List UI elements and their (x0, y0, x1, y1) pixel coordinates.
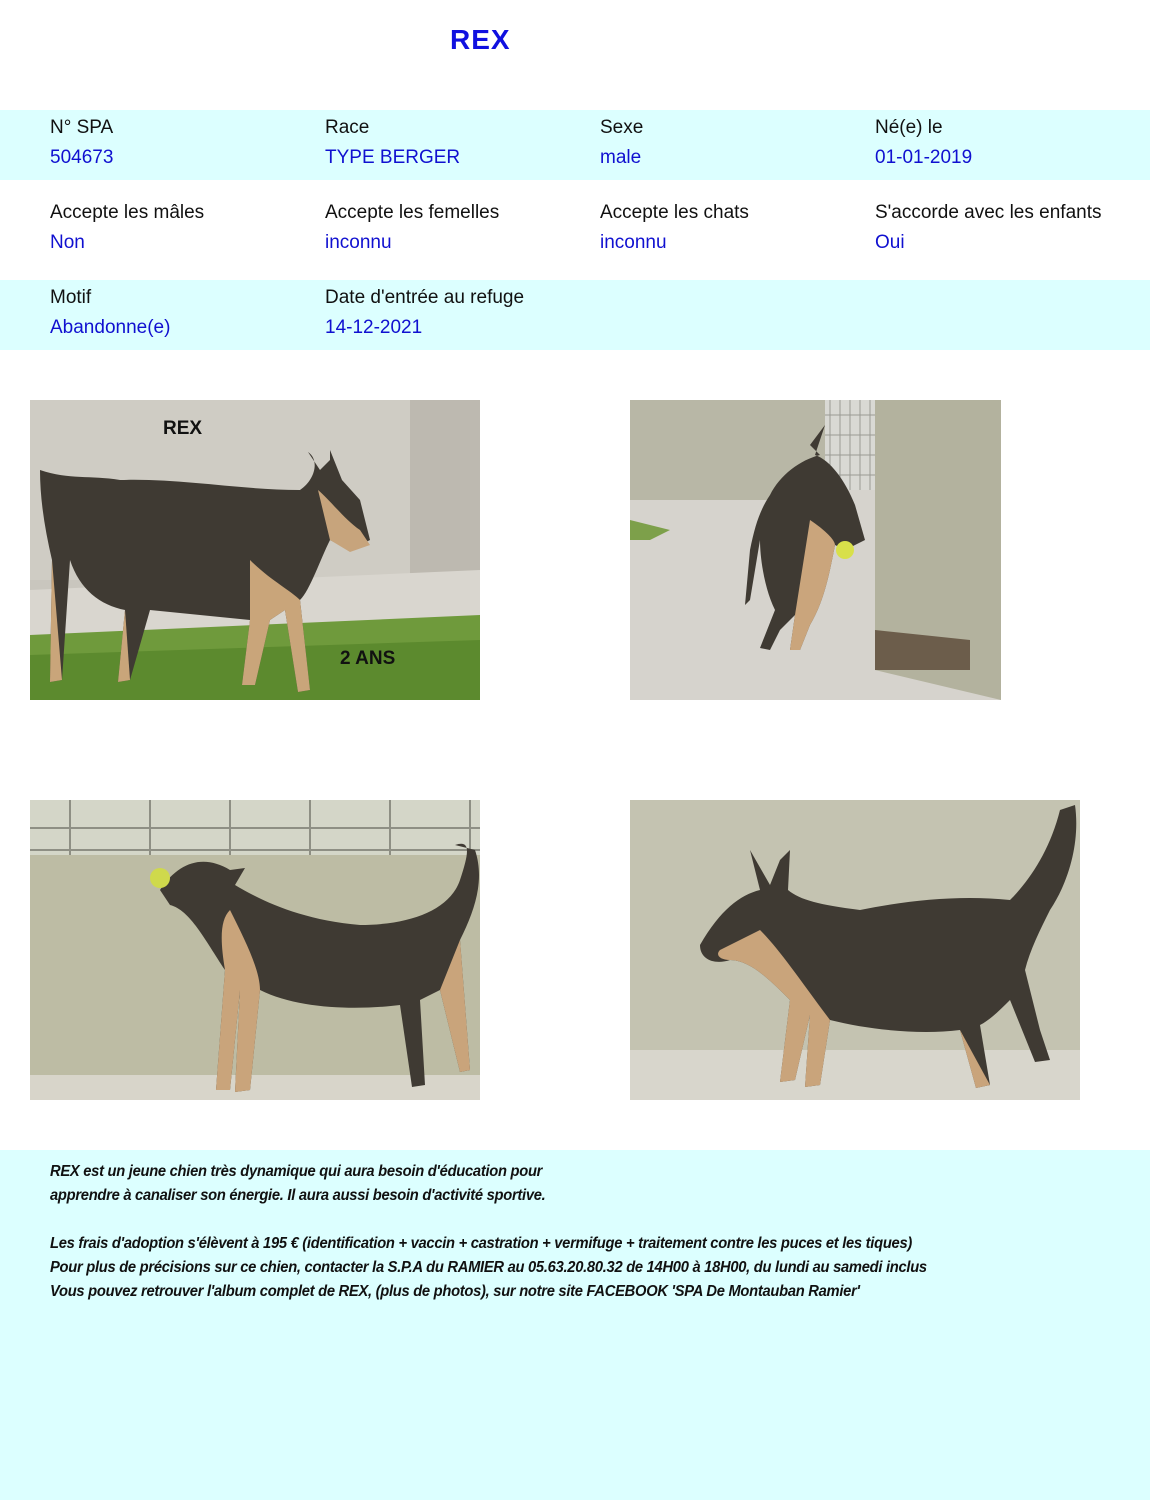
dog-photo-3 (30, 800, 480, 1100)
field-accepts-males (50, 201, 204, 255)
field-good-with-children (875, 201, 1101, 255)
field-label: Sexe (600, 117, 644, 138)
dog-photo-2 (630, 400, 1001, 700)
field-accepts-females (325, 201, 499, 255)
field-reason (50, 286, 170, 340)
field-label: Né(e) le (875, 117, 943, 138)
field-value: Non (50, 232, 85, 253)
field-value: 14-12-2021 (325, 317, 423, 338)
description-line: apprendre à canaliser son énergie. Il aura aussi besoin d'activité sportive. (50, 1187, 546, 1204)
field-value: Abandonne(e) (50, 317, 171, 338)
field-value: inconnu (600, 232, 667, 253)
description-section (0, 1150, 1150, 1500)
field-sex (600, 116, 643, 170)
info-row-identity (0, 110, 1150, 180)
field-label: Race (325, 117, 370, 138)
photo-age-label: 2 ANS (340, 648, 396, 669)
field-breed (325, 116, 460, 170)
field-label: Accepte les femelles (325, 202, 500, 223)
field-birth-date (875, 116, 972, 170)
field-label: Motif (50, 287, 92, 308)
description-line: REX est un jeune chien très dynamique qui aura besoin d'éducation pour (50, 1163, 543, 1180)
field-value: TYPE BERGER (325, 147, 461, 168)
info-row-intake (0, 280, 1150, 350)
adoption-fees-line: Les frais d'adoption s'élèvent à 195 € (identification + vaccin + castration + vermifuge + traitement contre les puces et les tiques) (50, 1235, 912, 1252)
page-title: REX (450, 24, 511, 55)
contact-line: Pour plus de précisions sur ce chien, contacter la S.P.A du RAMIER au 05.63.20.80.32 de 14H00 à 18H00, du lundi au samedi inclus (50, 1259, 927, 1276)
field-value: inconnu (325, 232, 392, 253)
field-label: Date d'entrée au refuge (325, 287, 525, 308)
dog-photo-1 (30, 400, 480, 700)
field-label: N° SPA (50, 117, 114, 138)
field-label: S'accorde avec les enfants (875, 202, 1102, 223)
info-row-compatibility (0, 180, 1150, 280)
field-label: Accepte les chats (600, 202, 749, 223)
facebook-line: Vous pouvez retrouver l'album complet de REX, (plus de photos), sur notre site FACEBOOK 'SPA De Montauban Ramier' (50, 1283, 860, 1300)
field-intake-date (325, 286, 524, 340)
photo-name-label: REX (163, 418, 203, 439)
field-value: Oui (875, 232, 905, 253)
field-value: 504673 (50, 147, 114, 168)
field-value: male (600, 147, 642, 168)
field-accepts-cats (600, 201, 749, 255)
field-value: 01-01-2019 (875, 147, 973, 168)
dog-photo-4 (630, 800, 1080, 1100)
field-spa-number (50, 116, 113, 170)
field-label: Accepte les mâles (50, 202, 205, 223)
